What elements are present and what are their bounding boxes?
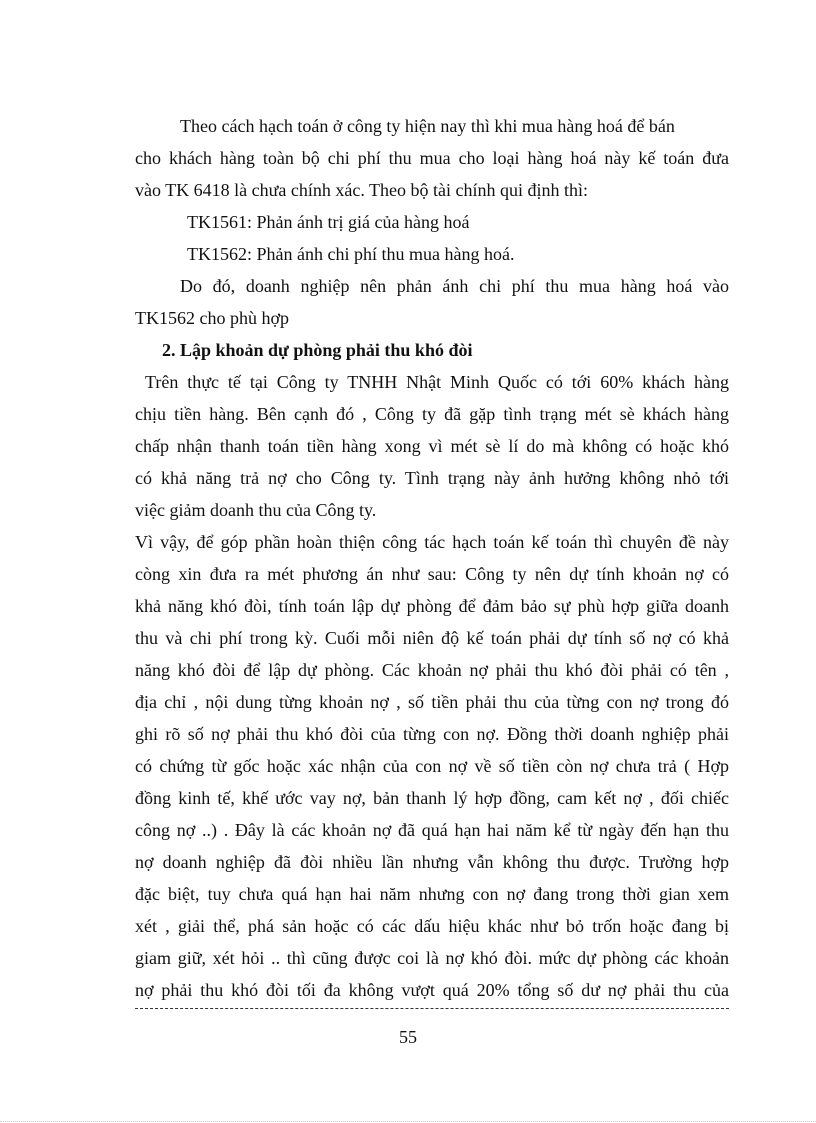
paragraph-line: Vì vậy, để góp phần hoàn thiện công tác hạch toán kế toán thì chuyên đề này [135,532,729,552]
paragraph-line: còng xin đưa ra mét phương án như sau: Công ty nên dự tính khoản nợ có [135,564,729,584]
paragraph-line: đặc biệt, tuy chưa quá hạn hai năm nhưng con nợ đang trong thời gian xem [135,884,729,904]
paragraph-line: đồng kinh tế, khế ước vay nợ, bản thanh lý hợp đồng, cam kết nợ , đối chiếc [135,788,729,808]
paragraph-line: khả năng khó đòi, tính toán lập dự phòng để đảm bảo sự phù hợp giữa doanh [135,596,729,616]
paragraph-line: vào TK 6418 là chưa chính xác. Theo bộ tài chính qui định thì: [135,180,588,200]
paragraph-line: Do đó, doanh nghiệp nên phản ánh chi phí thu mua hàng hoá vào [180,276,729,296]
page-edge-divider [0,1121,816,1122]
paragraph-line: thu và chi phí trong kỳ. Cuối mỗi niên độ kế toán phải dự tính số nợ có khả [135,628,729,648]
paragraph-line: TK1562 cho phù hợp [135,308,290,328]
page-number: 55 [399,1027,417,1047]
paragraph-line: có chứng từ gốc hoặc xác nhận của con nợ về số tiền còn nợ chưa trả ( Hợp [135,756,729,776]
paragraph-line: TK1562: Phản ánh chi phí thu mua hàng hoá. [187,244,515,264]
paragraph-line: nợ phải thu khó đòi tối đa không vượt quá 20% tổng số dư nợ phải thu của [135,980,729,1000]
paragraph-line: Trên thực tế tại Công ty TNHH Nhật Minh Quốc có tới 60% khách hàng [145,372,729,392]
paragraph-line: năng khó đòi để lập dự phòng. Các khoản nợ phải thu khó đòi phải có tên , [135,660,729,680]
paragraph-line: ghi rõ số nợ phải thu khó đòi của từng con nợ. Đồng thời doanh nghiệp phải [135,724,729,744]
paragraph-line: chịu tiền hàng. Bên cạnh đó , Công ty đã gặp tình trạng mét sè khách hàng [135,404,729,424]
paragraph-line: địa chỉ , nội dung từng khoản nợ , số tiền phải thu của từng con nợ trong đó [135,692,729,712]
paragraph-line: TK1561: Phản ánh trị giá của hàng hoá [187,212,470,232]
paragraph-line: Theo cách hạch toán ở công ty hiện nay thì khi mua hàng hoá để bán [180,116,675,136]
paragraph-line: có khả năng trả nợ cho Công ty. Tình trạng này ảnh hưởng không nhỏ tới [135,468,729,488]
paragraph-line: cho khách hàng toàn bộ chi phí thu mua cho loại hàng hoá này kế toán đưa [135,148,729,168]
paragraph-line: nợ doanh nghiệp đã đòi nhiều lần nhưng vẫn không thu được. Trường hợp [135,852,729,872]
paragraph-line: giam giữ, xét hỏi .. thì cũng được coi là nợ khó đòi. mức dự phòng các khoản [135,948,729,968]
paragraph-line: việc giảm doanh thu của Công ty. [135,500,377,520]
section-heading: 2. Lập khoản dự phòng phải thu khó đòi [162,340,473,360]
paragraph-line: công nợ ..) . Đây là các khoản nợ đã quá hạn hai năm kể từ ngày đến hạn thu [135,820,729,840]
footer-divider [135,1008,729,1009]
paragraph-line: chấp nhận thanh toán tiền hàng xong vì mét sè lí do mà không có hoặc khó [135,436,729,456]
paragraph-line: xét , giải thể, phá sản hoặc có các dấu hiệu khác như bỏ trốn hoặc đang bị [135,916,729,936]
